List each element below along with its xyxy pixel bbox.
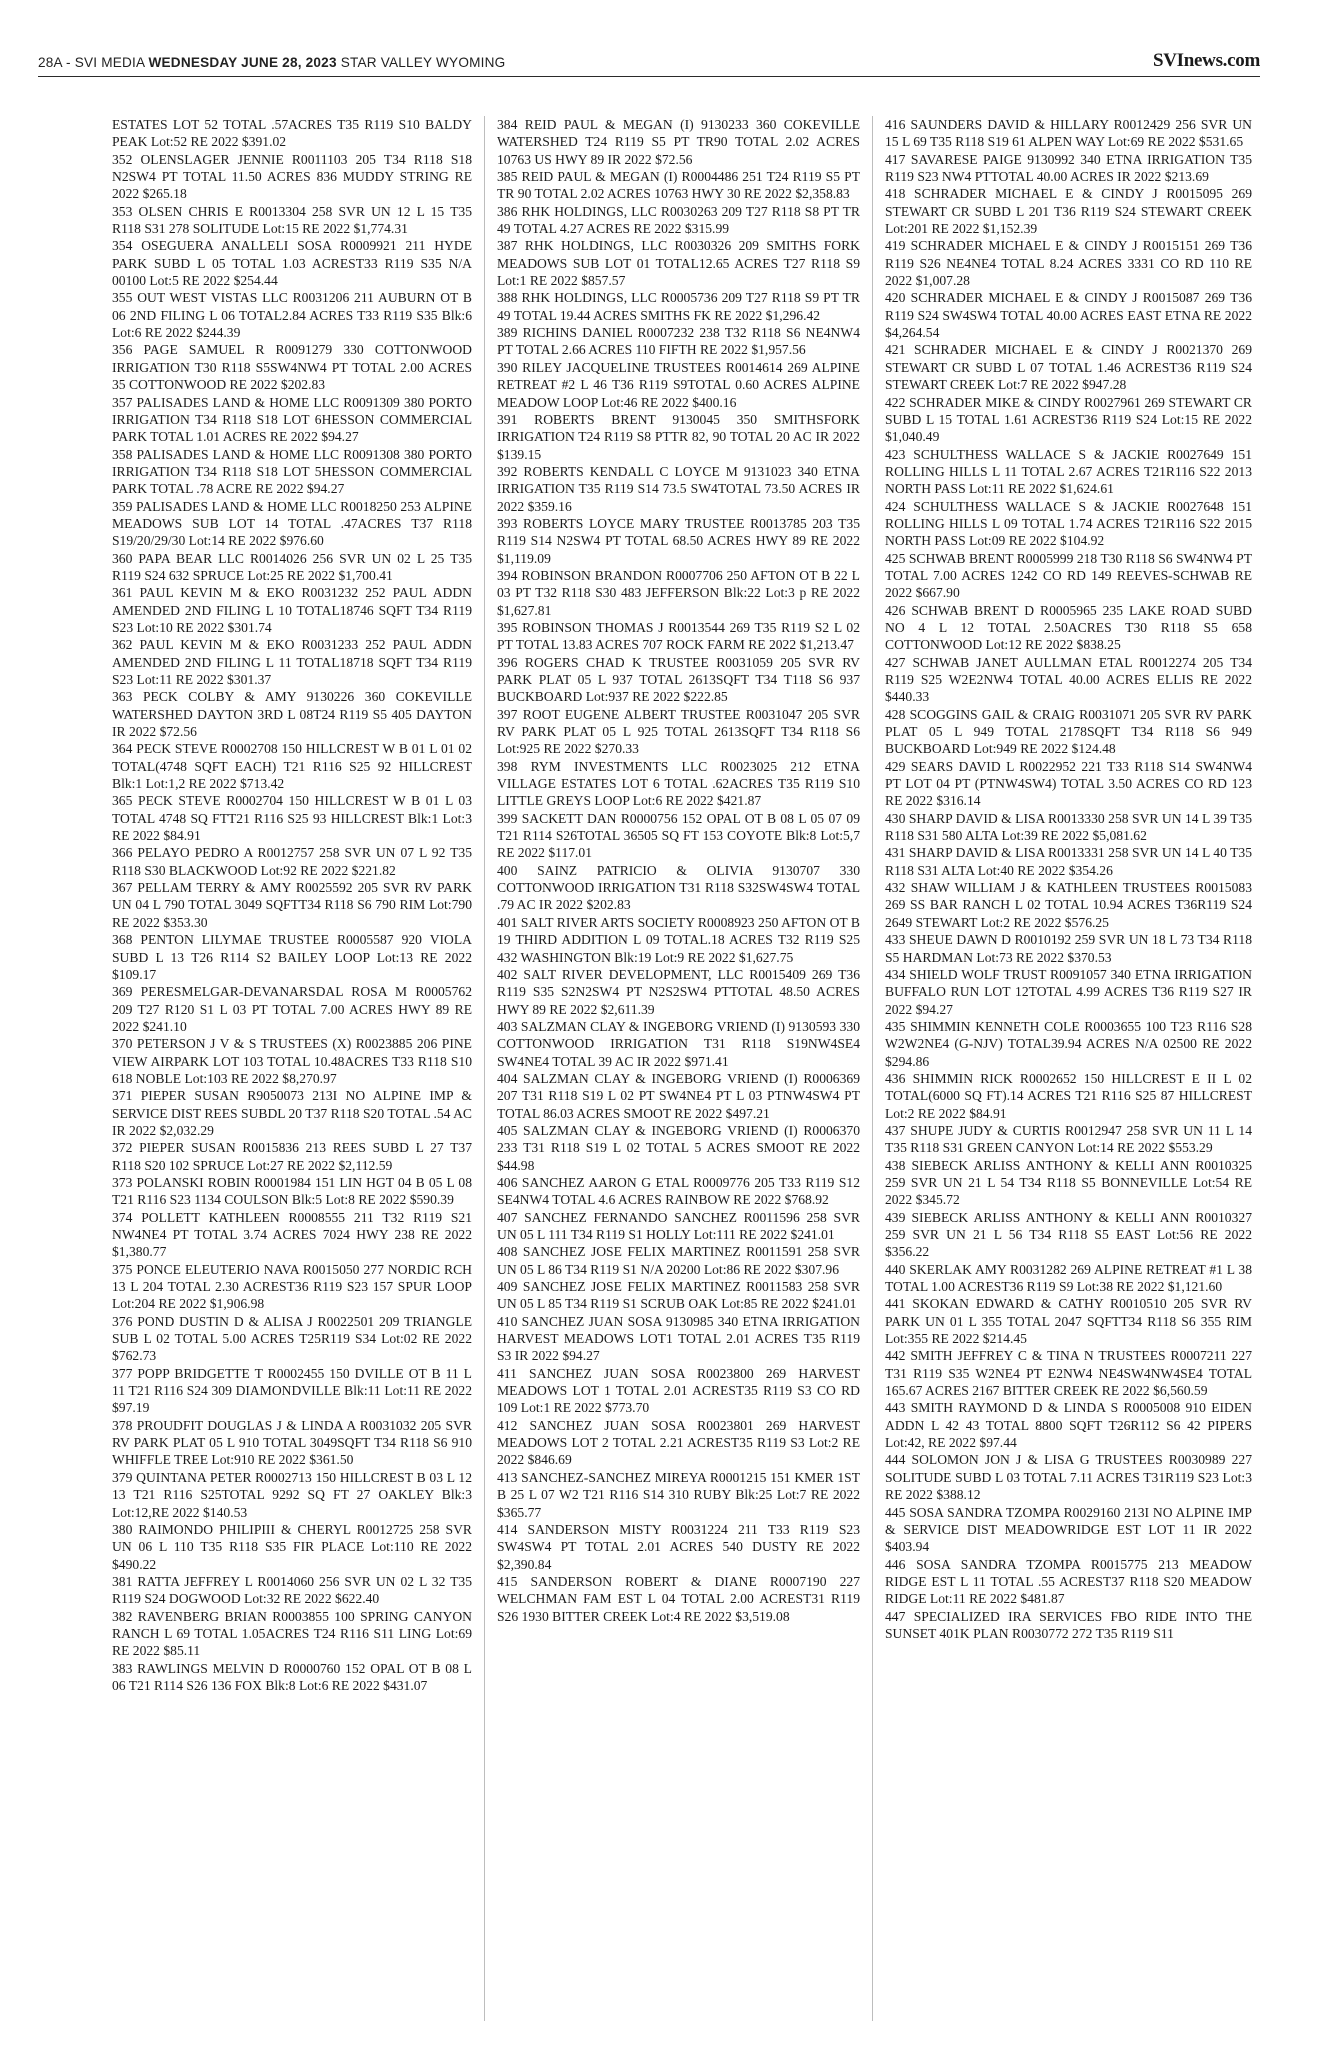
tax-listing-entry: 432 SHAW WILLIAM J & KATHLEEN TRUSTEES R0015083 269 SS BAR RANCH L 02 TOTAL 10.94 ACRES T36R119 S24 2649 STEWART Lot:2 RE 2022 $576.25 <box>885 880 1252 930</box>
listing-column-2 <box>484 116 872 2021</box>
tax-listing-entry: 417 SAVARESE PAIGE 9130992 340 ETNA IRRIGATION T35 R119 S23 NW4 PTTOTAL 40.00 ACRES IR 2022 $213.69 <box>885 151 1252 185</box>
tax-listing-entry: 366 PELAYO PEDRO A R0012757 258 SVR UN 07 L 92 T35 R118 S30 BLACKWOOD Lot:92 RE 2022 $221.82 <box>112 845 472 878</box>
tax-listing-entry: 428 SCOGGINS GAIL & CRAIG R0031071 205 SVR RV PARK PLAT 05 L 949 TOTAL 2178SQFT T34 R118 S6 949 BUCKBOARD Lot:949 RE 2022 $124.48 <box>885 706 1252 757</box>
tax-listing-entry: 441 SKOKAN EDWARD & CATHY R0010510 205 SVR RV PARK UN 01 L 355 TOTAL 2047 SQFTT34 R118 S6 355 RIM Lot:355 RE 2022 $214.45 <box>885 1296 1252 1347</box>
listing-column-3 <box>872 116 1260 2021</box>
tax-listing-entry: 377 POPP BRIDGETTE T R0002455 150 DVILLE OT B 11 L 11 T21 R116 S24 309 DIAMONDVILLE Blk:11 Lot:11 RE 2022 $97.19 <box>112 1365 472 1416</box>
tax-listing-entry: 423 SCHULTHESS WALLACE S & JACKIE R0027649 151 ROLLING HILLS L 11 TOTAL 2.67 ACRES T21R116 S22 2013 NORTH PASS Lot:11 RE 2022 $1,624.61 <box>885 446 1252 497</box>
tax-listing-entry: 383 RAWLINGS MELVIN D R0000760 152 OPAL OT B 08 L 06 T21 R114 S26 136 FOX Blk:8 Lot:6 RE 2022 $431.07 <box>112 1660 472 1693</box>
tax-listing-entry: 368 PENTON LILYMAE TRUSTEE R0005587 920 VIOLA SUBD L 13 T26 R114 S2 BAILEY LOOP Lot:13 RE 2022 $109.17 <box>112 932 472 982</box>
tax-listing-entry: 382 RAVENBERG BRIAN R0003855 100 SPRING CANYON RANCH L 69 TOTAL 1.05ACRES T24 R116 S11 LING Lot:69 RE 2022 $85.11 <box>112 1608 472 1659</box>
tax-listing-entry: 445 SOSA SANDRA TZOMPA R0029160 213I NO ALPINE IMP & SERVICE DIST MEADOWRIDGE EST LOT 11 IR 2022 $403.94 <box>885 1504 1252 1555</box>
tax-listing-entry: 415 SANDERSON ROBERT & DIANE R0007190 227 WELCHMAN FAM EST L 04 TOTAL 2.00 ACREST31 R119 S26 1930 BITTER CREEK Lot:4 RE 2022 $3,519.08 <box>497 1573 860 1624</box>
tax-listing-entry: 443 SMITH RAYMOND D & LINDA S R0005008 910 EIDEN ADDN L 42 43 TOTAL 8800 SQFT T26R112 S6 42 PIPERS Lot:42, RE 2022 $97.44 <box>885 1400 1252 1451</box>
tax-listing-entry: 426 SCHWAB BRENT D R0005965 235 LAKE ROAD SUBD NO 4 L 12 TOTAL 2.50ACRES T30 R118 S5 658 COTTONWOOD Lot:12 RE 2022 $838.25 <box>885 602 1252 653</box>
tax-listing-entry: 430 SHARP DAVID & LISA R0013330 258 SVR UN 14 L 39 T35 R118 S31 580 ALTA Lot:39 RE 2022 $5,081.62 <box>885 810 1252 844</box>
tax-listing-entry: 359 PALISADES LAND & HOME LLC R0018250 253 ALPINE MEADOWS SUB LOT 14 TOTAL .47ACRES T37 R118 S19/20/29/30 Lot:14 RE 2022 $976.60 <box>112 498 472 549</box>
tax-listing-entry: 387 RHK HOLDINGS, LLC R0030326 209 SMITHS FORK MEADOWS SUB LOT 01 TOTAL12.65 ACRES T27 R118 S9 Lot:1 RE 2022 $857.57 <box>497 238 860 289</box>
tax-listing-entry: 392 ROBERTS KENDALL C LOYCE M 9131023 340 ETNA IRRIGATION T35 R119 S14 73.5 SW4TOTAL 73.50 ACRES IR 2022 $359.16 <box>497 463 860 514</box>
tax-listing-entry: 419 SCHRADER MICHAEL E & CINDY J R0015151 269 T36 R119 S26 NE4NE4 TOTAL 8.24 ACRES 3331 CO RD 110 RE 2022 $1,007.28 <box>885 238 1252 289</box>
tax-listing-entry: 394 ROBINSON BRANDON R0007706 250 AFTON OT B 22 L 03 PT T32 R118 S30 483 JEFFERSON Blk:22 Lot:3 p RE 2022 $1,627.81 <box>497 567 860 618</box>
tax-listing-entry: ESTATES LOT 52 TOTAL .57ACRES T35 R119 S10 BALDY PEAK Lot:52 RE 2022 $391.02 <box>112 117 472 150</box>
tax-listing-entry: 361 PAUL KEVIN M & EKO R0031232 252 PAUL ADDN AMENDED 2ND FILING L 10 TOTAL18746 SQFT T34 R119 S23 Lot:10 RE 2022 $301.74 <box>112 585 472 635</box>
tax-listing-entry: 439 SIEBECK ARLISS ANTHONY & KELLI ANN R0010327 259 SVR UN 21 L 56 T34 R118 S5 EAST Lot:56 RE 2022 $356.22 <box>885 1209 1252 1260</box>
tax-listing-entry: 403 SALZMAN CLAY & INGEBORG VRIEND (I) 9130593 330 COTTONWOOD IRRIGATION T31 R118 S19NW4SE4 SW4NE4 TOTAL 39 AC IR 2022 $971.41 <box>497 1018 860 1069</box>
tax-listing-entry: 370 PETERSON J V & S TRUSTEES (X) R0023885 206 PINE VIEW AIRPARK LOT 103 TOTAL 10.48ACRES T33 R118 S10 618 NOBLE Lot:103 RE 2022 $8,270.97 <box>112 1036 472 1086</box>
tax-listing-entry: 354 OSEGUERA ANALLELI SOSA R0009921 211 HYDE PARK SUBD L 05 TOTAL 1.03 ACREST33 R119 S35 N/A 00100 Lot:5 RE 2022 $254.44 <box>112 238 472 289</box>
tax-listing-entry: 367 PELLAM TERRY & AMY R0025592 205 SVR RV PARK UN 04 L 790 TOTAL 3049 SQFTT34 R118 S6 790 RIM Lot:790 RE 2022 $353.30 <box>112 880 472 930</box>
tax-listing-entry: 390 RILEY JACQUELINE TRUSTEES R0014614 269 ALPINE RETREAT #2 L 46 T36 R119 S9TOTAL 0.60 ACRES ALPINE MEADOW LOOP Lot:46 RE 2022 $400.16 <box>497 359 860 410</box>
page-label: 28A - SVI MEDIA <box>38 55 145 70</box>
tax-listing-entry: 422 SCHRADER MIKE & CINDY R0027961 269 STEWART CR SUBD L 15 TOTAL 1.61 ACREST36 R119 S24 Lot:15 RE 2022 $1,040.49 <box>885 394 1252 445</box>
tax-listing-entry: 371 PIEPER SUSAN R9050073 213I NO ALPINE IMP & SERVICE DIST REES SUBDL 20 T37 R118 S20 TOTAL .54 AC IR 2022 $2,032.29 <box>112 1088 472 1138</box>
region-name: STAR VALLEY WYOMING <box>340 55 506 70</box>
tax-listing-entry: 379 QUINTANA PETER R0002713 150 HILLCREST B 03 L 12 13 T21 R116 S25TOTAL 9292 SQ FT 27 OAKLEY Blk:3 Lot:12,RE 2022 $140.53 <box>112 1469 472 1520</box>
tax-listing-entry: 424 SCHULTHESS WALLACE S & JACKIE R0027648 151 ROLLING HILLS L 09 TOTAL 1.74 ACRES T21R116 S22 2015 NORTH PASS Lot:09 RE 2022 $104.92 <box>885 498 1252 549</box>
tax-listing-entry: 393 ROBERTS LOYCE MARY TRUSTEE R0013785 203 T35 R119 S14 N2SW4 PT TOTAL 68.50 ACRES HWY 89 RE 2022 $1,119.09 <box>497 515 860 566</box>
tax-listing-entry: 362 PAUL KEVIN M & EKO R0031233 252 PAUL ADDN AMENDED 2ND FILING L 11 TOTAL18718 SQFT T34 R119 S23 Lot:11 RE 2022 $301.37 <box>112 637 472 687</box>
tax-listing-entry: 398 RYM INVESTMENTS LLC R0023025 212 ETNA VILLAGE ESTATES LOT 6 TOTAL .62ACRES T35 R119 S10 LITTLE GREYS LOOP Lot:6 RE 2022 $421.87 <box>497 758 860 809</box>
tax-listing-entry: 414 SANDERSON MISTY R0031224 211 T33 R119 S23 SW4SW4 PT TOTAL 2.01 ACRES 540 DUSTY RE 2022 $2,390.84 <box>497 1521 860 1572</box>
newspaper-page <box>38 46 1260 2026</box>
tax-listing-entry: 369 PERESMELGAR-DEVANARSDAL ROSA M R0005762 209 T27 R120 S1 L 03 PT TOTAL 7.00 ACRES HWY 89 RE 2022 $241.10 <box>112 984 472 1034</box>
tax-listing-entry: 397 ROOT EUGENE ALBERT TRUSTEE R0031047 205 SVR RV PARK PLAT 05 L 925 TOTAL 2613SQFT T34 R118 S6 Lot:925 RE 2022 $270.33 <box>497 706 860 757</box>
listing-columns <box>38 116 1260 2021</box>
tax-listing-entry: 353 OLSEN CHRIS E R0013304 258 SVR UN 12 L 15 T35 R118 S31 278 SOLITUDE Lot:15 RE 2022 $1,774.31 <box>112 203 472 237</box>
tax-listing-entry: 391 ROBERTS BRENT 9130045 350 SMITHSFORK IRRIGATION T24 R119 S8 PTTR 82, 90 TOTAL 20 AC IR 2022 $139.15 <box>497 411 860 462</box>
tax-listing-entry: 447 SPECIALIZED IRA SERVICES FBO RIDE INTO THE SUNSET 401K PLAN R0030772 272 T35 R119 S11 <box>885 1608 1252 1641</box>
tax-listing-entry: 442 SMITH JEFFREY C & TINA N TRUSTEES R0007211 227 T31 R119 S35 W2NE4 PT E2NW4 NE4SW4NW4SE4 TOTAL 165.67 ACRES 2167 BITTER CREEK RE 2022 $6,560.59 <box>885 1348 1252 1399</box>
tax-listing-entry: 421 SCHRADER MICHAEL E & CINDY J R0021370 269 STEWART CR SUBD L 07 TOTAL 1.46 ACREST36 R119 S24 STEWART CREEK Lot:7 RE 2022 $947.28 <box>885 342 1252 393</box>
tax-listing-entry: 444 SOLOMON JON J & LISA G TRUSTEES R0030989 227 SOLITUDE SUBD L 03 TOTAL 7.11 ACRES T31R119 S23 Lot:3 RE 2022 $388.12 <box>885 1452 1252 1503</box>
tax-listing-entry: 437 SHUPE JUDY & CURTIS R0012947 258 SVR UN 11 L 14 T35 R118 S31 GREEN CANYON Lot:14 RE 2022 $553.29 <box>885 1122 1252 1156</box>
tax-listing-entry: 380 RAIMONDO PHILIPIII & CHERYL R0012725 258 SVR UN 06 L 110 T35 R118 S35 FIR PLACE Lot:110 RE 2022 $490.22 <box>112 1521 472 1572</box>
tax-listing-entry: 389 RICHINS DANIEL R0007232 238 T32 R118 S6 NE4NW4 PT TOTAL 2.66 ACRES 110 FIFTH RE 2022 $1,957.56 <box>497 325 860 358</box>
tax-listing-entry: 434 SHIELD WOLF TRUST R0091057 340 ETNA IRRIGATION BUFFALO RUN LOT 12TOTAL 4.99 ACRES T36 R119 S27 IR 2022 $94.27 <box>885 966 1252 1017</box>
tax-listing-entry: 396 ROGERS CHAD K TRUSTEE R0031059 205 SVR RV PARK PLAT 05 L 937 TOTAL 2613SQFT T34 T118 S6 937 BUCKBOARD Lot:937 RE 2022 $222.85 <box>497 654 860 705</box>
tax-listing-entry: 385 REID PAUL & MEGAN (I) R0004486 251 T24 R119 S5 PT TR 90 TOTAL 2.02 ACRES 10763 HWY 30 RE 2022 $2,358.83 <box>497 169 860 202</box>
tax-listing-entry: 408 SANCHEZ JOSE FELIX MARTINEZ R0011591 258 SVR UN 05 L 86 T34 R119 S1 N/A 20200 Lot:86 RE 2022 $307.96 <box>497 1244 860 1277</box>
tax-listing-entry: 446 SOSA SANDRA TZOMPA R0015775 213 MEADOW RIDGE EST L 11 TOTAL .55 ACREST37 R118 S20 MEADOW RIDGE Lot:11 RE 2022 $481.87 <box>885 1556 1252 1607</box>
tax-listing-entry: 401 SALT RIVER ARTS SOCIETY R0008923 250 AFTON OT B 19 THIRD ADDITION L 09 TOTAL.18 ACRES T32 R119 S25 432 WASHINGTON Blk:19 Lot:9 RE 2022 $1,627.75 <box>497 914 860 965</box>
tax-listing-entry: 376 POND DUSTIN D & ALISA J R0022501 209 TRIANGLE SUB L 02 TOTAL 5.00 ACRES T25R119 S34 Lot:02 RE 2022 $762.73 <box>112 1313 472 1364</box>
tax-listing-entry: 409 SANCHEZ JOSE FELIX MARTINEZ R0011583 258 SVR UN 05 L 85 T34 R119 S1 SCRUB OAK Lot:85 RE 2022 $241.01 <box>497 1279 860 1312</box>
tax-listing-entry: 416 SAUNDERS DAVID & HILLARY R0012429 256 SVR UN 15 L 69 T35 R118 S19 61 ALPEN WAY Lot:69 RE 2022 $531.65 <box>885 117 1252 150</box>
tax-listing-entry: 388 RHK HOLDINGS, LLC R0005736 209 T27 R118 S9 PT TR 49 TOTAL 19.44 ACRES SMITHS FK RE 2022 $1,296.42 <box>497 290 860 323</box>
tax-listing-entry: 395 ROBINSON THOMAS J R0013544 269 T35 R119 S2 L 02 PT TOTAL 13.83 ACRES 707 ROCK FARM RE 2022 $1,213.47 <box>497 619 860 653</box>
tax-listing-entry: 373 POLANSKI ROBIN R0001984 151 LIN HGT 04 B 05 L 08 T21 R116 S23 1134 COULSON Blk:5 Lot:8 RE 2022 $590.39 <box>112 1174 472 1208</box>
tax-listing-entry: 413 SANCHEZ-SANCHEZ MIREYA R0001215 151 KMER 1ST B 25 L 07 W2 T21 R116 S14 310 RUBY Blk:25 Lot:7 RE 2022 $365.77 <box>497 1469 860 1520</box>
tax-listing-entry: 412 SANCHEZ JUAN SOSA R0023801 269 HARVEST MEADOWS LOT 2 TOTAL 2.21 ACREST35 R119 S3 Lot:2 RE 2022 $846.69 <box>497 1417 860 1468</box>
tax-listing-entry: 375 PONCE ELEUTERIO NAVA R0015050 277 NORDIC RCH 13 L 204 TOTAL 2.30 ACREST36 R119 S23 157 SPUR LOOP Lot:204 RE 2022 $1,906.98 <box>112 1261 472 1312</box>
tax-listing-entry: 352 OLENSLAGER JENNIE R0011103 205 T34 R118 S18 N2SW4 PT TOTAL 11.50 ACRES 836 MUDDY STRING RE 2022 $265.18 <box>112 151 472 202</box>
tax-listing-entry: 378 PROUDFIT DOUGLAS J & LINDA A R0031032 205 SVR RV PARK PLAT 05 L 910 TOTAL 3049SQFT T34 R118 S6 910 WHIFFLE TREE Lot:910 RE 2022 $361.50 <box>112 1417 472 1468</box>
tax-listing-entry: 372 PIEPER SUSAN R0015836 213 REES SUBD L 27 T37 R118 S20 102 SPRUCE Lot:27 RE 2022 $2,112.59 <box>112 1140 472 1173</box>
tax-listing-entry: 358 PALISADES LAND & HOME LLC R0091308 380 PORTO IRRIGATION T34 R118 S18 LOT 5HESSON COMMERCIAL PARK TOTAL .78 ACRE RE 2022 $94.27 <box>112 446 472 497</box>
tax-listing-entry: 360 PAPA BEAR LLC R0014026 256 SVR UN 02 L 25 T35 R119 S24 632 SPRUCE Lot:25 RE 2022 $1,700.41 <box>112 550 472 583</box>
tax-listing-entry: 364 PECK STEVE R0002708 150 HILLCREST W B 01 L 01 02 TOTAL(4748 SQFT EACH) T21 R116 S25 92 HILLCREST Blk:1 Lot:1,2 RE 2022 $713.42 <box>112 741 472 792</box>
tax-listing-entry: 420 SCHRADER MICHAEL E & CINDY J R0015087 269 T36 R119 S24 SW4SW4 TOTAL 40.00 ACRES EAST ETNA RE 2022 $4,264.54 <box>885 290 1252 341</box>
issue-date: WEDNESDAY JUNE 28, 2023 <box>148 55 337 70</box>
tax-listing-entry: 386 RHK HOLDINGS, LLC R0030263 209 T27 R118 S8 PT TR 49 TOTAL 4.27 ACRES RE 2022 $315.99 <box>497 203 860 237</box>
tax-listing-entry: 399 SACKETT DAN R0000756 152 OPAL OT B 08 L 05 07 09 T21 R114 S26TOTAL 36505 SQ FT 153 COYOTE Blk:8 Lot:5,7 RE 2022 $117.01 <box>497 810 860 861</box>
tax-listing-entry: 438 SIEBECK ARLISS ANTHONY & KELLI ANN R0010325 259 SVR UN 21 L 54 T34 R118 S5 BONNEVILLE Lot:54 RE 2022 $345.72 <box>885 1157 1252 1208</box>
tax-listing-entry: 374 POLLETT KATHLEEN R0008555 211 T32 R119 S21 NW4NE4 PT TOTAL 3.74 ACRES 7024 HWY 238 RE 2022 $1,380.77 <box>112 1209 472 1260</box>
tax-listing-entry: 405 SALZMAN CLAY & INGEBORG VRIEND (I) R0006370 233 T31 R118 S19 L 02 TOTAL 5 ACRES SMOOT RE 2022 $44.98 <box>497 1122 860 1173</box>
page-header <box>38 46 1260 77</box>
tax-listing-entry: 429 SEARS DAVID L R0022952 221 T33 R118 S14 SW4NW4 PT LOT 04 PT (PTNW4SW4) TOTAL 3.50 ACRES CO RD 123 RE 2022 $316.14 <box>885 758 1252 809</box>
tax-listing-entry: 425 SCHWAB BRENT R0005999 218 T30 R118 S6 SW4NW4 PT TOTAL 7.00 ACRES 1242 CO RD 149 REEVES-SCHWAB RE 2022 $667.90 <box>885 550 1252 601</box>
tax-listing-entry: 357 PALISADES LAND & HOME LLC R0091309 380 PORTO IRRIGATION T34 R118 S18 LOT 6HESSON COMMERCIAL PARK TOTAL 1.01 ACRES RE 2022 $94.27 <box>112 394 472 445</box>
tax-listing-entry: 404 SALZMAN CLAY & INGEBORG VRIEND (I) R0006369 207 T31 R118 S19 L 02 PT SW4NE4 PT L 03 PTNW4SW4 PT TOTAL 86.03 ACRES SMOOT RE 2022 $497.21 <box>497 1070 860 1121</box>
tax-listing-entry: 355 OUT WEST VISTAS LLC R0031206 211 AUBURN OT B 06 2ND FILING L 06 TOTAL2.84 ACRES T33 R119 S35 Blk:6 Lot:6 RE 2022 $244.39 <box>112 290 472 341</box>
tax-listing-entry: 406 SANCHEZ AARON G ETAL R0009776 205 T33 R119 S12 SE4NW4 TOTAL 4.6 ACRES RAINBOW RE 2022 $768.92 <box>497 1174 860 1208</box>
tax-listing-entry: 365 PECK STEVE R0002704 150 HILLCREST W B 01 L 03 TOTAL 4748 SQ FTT21 R116 S25 93 HILLCREST Blk:1 Lot:3 RE 2022 $84.91 <box>112 793 472 844</box>
site-logo[interactable]: SVInews.com <box>1152 50 1260 71</box>
tax-listing-entry: 431 SHARP DAVID & LISA R0013331 258 SVR UN 14 L 40 T35 R118 S31 ALTA Lot:40 RE 2022 $354.26 <box>885 845 1252 878</box>
listing-column-1 <box>38 116 484 2021</box>
tax-listing-entry: 410 SANCHEZ JUAN SOSA 9130985 340 ETNA IRRIGATION HARVEST MEADOWS LOT1 TOTAL 2.01 ACRES T35 R119 S3 IR 2022 $94.27 <box>497 1313 860 1364</box>
tax-listing-entry: 407 SANCHEZ FERNANDO SANCHEZ R0011596 258 SVR UN 05 L 111 T34 R119 S1 HOLLY Lot:111 RE 2022 $241.01 <box>497 1209 860 1242</box>
tax-listing-entry: 411 SANCHEZ JUAN SOSA R0023800 269 HARVEST MEADOWS LOT 1 TOTAL 2.01 ACREST35 R119 S3 CO RD 109 Lot:1 RE 2022 $773.70 <box>497 1365 860 1416</box>
tax-listing-entry: 363 PECK COLBY & AMY 9130226 360 COKEVILLE WATERSHED DAYTON 3RD L 08T24 R119 S5 405 DAYTON IR 2022 $72.56 <box>112 689 472 740</box>
tax-listing-entry: 440 SKERLAK AMY R0031282 269 ALPINE RETREAT #1 L 38 TOTAL 1.00 ACREST36 R119 S9 Lot:38 RE 2022 $1,121.60 <box>885 1261 1252 1295</box>
tax-listing-entry: 433 SHEUE DAWN D R0010192 259 SVR UN 18 L 73 T34 R118 S5 HARDMAN Lot:73 RE 2022 $370.53 <box>885 932 1252 965</box>
dateline <box>38 55 505 76</box>
tax-listing-entry: 381 RATTA JEFFREY L R0014060 256 SVR UN 02 L 32 T35 R119 S24 DOGWOOD Lot:32 RE 2022 $622.40 <box>112 1573 472 1607</box>
tax-listing-entry: 402 SALT RIVER DEVELOPMENT, LLC R0015409 269 T36 R119 S35 S2N2SW4 PT N2S2SW4 PTTOTAL 48.50 ACRES HWY 89 RE 2022 $2,611.39 <box>497 966 860 1017</box>
tax-listing-entry: 356 PAGE SAMUEL R R0091279 330 COTTONWOOD IRRIGATION T30 R118 S5SW4NW4 PT TOTAL 2.00 ACRES 35 COTTONWOOD RE 2022 $202.83 <box>112 342 472 393</box>
tax-listing-entry: 418 SCHRADER MICHAEL E & CINDY J R0015095 269 STEWART CR SUBD L 201 T36 R119 S24 STEWART CREEK Lot:201 RE 2022 $1,152.39 <box>885 186 1252 237</box>
tax-listing-entry: 427 SCHWAB JANET AULLMAN ETAL R0012274 205 T34 R119 S25 W2E2NW4 TOTAL 40.00 ACRES ELLIS RE 2022 $440.33 <box>885 654 1252 705</box>
tax-listing-entry: 384 REID PAUL & MEGAN (I) 9130233 360 COKEVILLE WATERSHED T24 R119 S5 PT TR90 TOTAL 2.02 ACRES 10763 US HWY 89 IR 2022 $72.56 <box>497 117 860 167</box>
tax-listing-entry: 435 SHIMMIN KENNETH COLE R0003655 100 T23 R116 S28 W2W2NE4 (G-NJV) TOTAL39.94 ACRES N/A 02500 RE 2022 $294.86 <box>885 1018 1252 1069</box>
tax-listing-entry: 436 SHIMMIN RICK R0002652 150 HILLCREST E II L 02 TOTAL(6000 SQ FT).14 ACRES T21 R116 S25 87 HILLCREST Lot:2 RE 2022 $84.91 <box>885 1070 1252 1121</box>
tax-listing-entry: 400 SAINZ PATRICIO & OLIVIA 9130707 330 COTTONWOOD IRRIGATION T31 R118 S32SW4SW4 TOTAL .79 AC IR 2022 $202.83 <box>497 862 860 913</box>
